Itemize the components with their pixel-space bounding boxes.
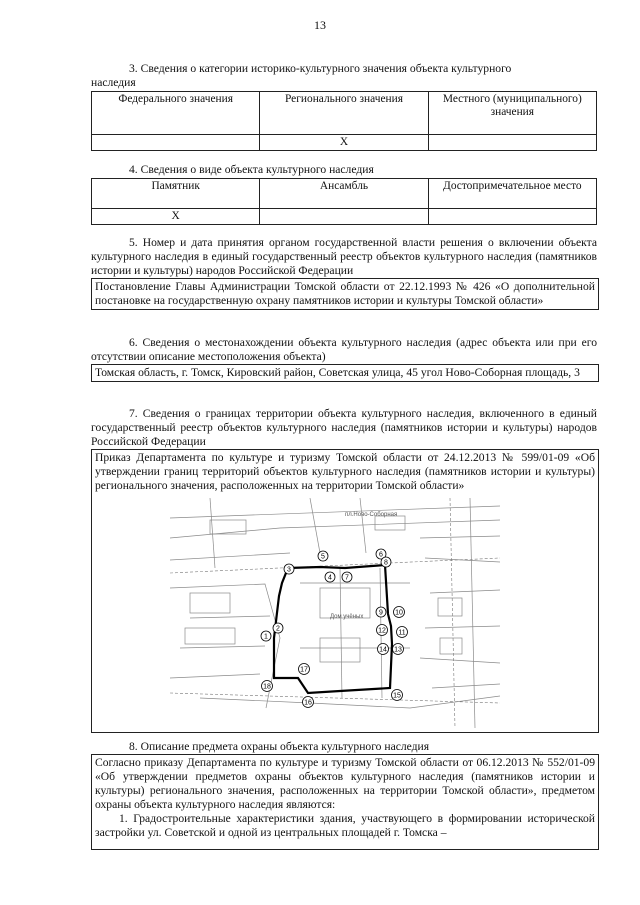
map-background-lines: [170, 498, 500, 728]
svg-text:1: 1: [264, 633, 268, 641]
sec3-heading: [91, 62, 597, 76]
svg-text:13: 13: [394, 646, 402, 654]
point-9: [376, 607, 386, 617]
point-11: [397, 627, 408, 638]
point-12: [377, 625, 388, 636]
boundary-map-svg: [170, 498, 500, 728]
svg-text:17: 17: [300, 666, 308, 674]
svg-text:12: 12: [378, 627, 386, 635]
point-16: [303, 697, 314, 708]
sec8-protection-box: [91, 754, 599, 850]
sec8-item-1: 1. Градостроительные характеристики здания, участвующего в формировании исторической застройки ул. Советской и одной из центральных площадей г. Томска –: [95, 812, 595, 839]
point-14: [378, 644, 389, 655]
sec4-heading: 4. Сведения о виде объекта культурного наследия: [129, 163, 374, 176]
point-2: [273, 623, 283, 633]
point-15: [392, 690, 403, 701]
sec4-type-table: [91, 178, 597, 225]
sec4-col-ensemble: Ансамбль: [260, 179, 428, 209]
svg-text:2: 2: [276, 625, 280, 633]
sec3-mark-federal: [92, 135, 260, 151]
svg-text:6: 6: [379, 551, 383, 559]
sec5-heading: 5. Номер и дата принятия органом государственной власти решения о включении объекта культурного наследия в единый государственный реестр объектов культурного наследия (памятников истории и культуры) народов Российской Федерации: [91, 236, 597, 277]
svg-text:15: 15: [393, 692, 401, 700]
sec3-col-regional: Регионального значения: [260, 92, 428, 135]
sec5-decision-box: Постановление Главы Администрации Томской области от 22.12.1993 № 426 «О дополнительной постановке на государственную охрану памятников истории и культуры Томской области»: [91, 278, 599, 310]
sec3-heading-cont: наследия: [91, 76, 136, 89]
sec4-col-monument: Памятник: [92, 179, 260, 209]
svg-text:7: 7: [345, 574, 349, 582]
svg-text:8: 8: [384, 559, 388, 567]
point-17: [299, 664, 310, 675]
svg-text:11: 11: [398, 629, 406, 637]
sec4-col-landmark: Достопримечательное место: [428, 179, 596, 209]
page-number: 13: [314, 18, 326, 32]
svg-text:10: 10: [395, 609, 403, 617]
sec3-mark-regional: Х: [260, 135, 428, 151]
sec7-boundary-order: Приказ Департамента по культуре и туризму Томской области от 24.12.2013 № 599/01-09 «Об утверждении границ территорий объектов культурного наследия (памятников истории и культуры) регионального значения, расположенных на территории Томской области»: [95, 451, 595, 492]
point-5: [318, 551, 328, 561]
svg-text:4: 4: [328, 574, 332, 582]
sec8-intro: Согласно приказу Департамента по культуре и туризму Томской области от 06.12.2013 № 552/01-09 «Об утверждении предметов охраны объектов культурного наследия (памятников истории и культуры) регионального значения, расположенных на территории Томской области», предметом охраны объекта культурного наследия являются:: [95, 756, 595, 811]
sec4-mark-ensemble: [260, 209, 428, 225]
svg-text:9: 9: [379, 609, 383, 617]
svg-text:18: 18: [263, 683, 271, 691]
territory-boundary: [274, 565, 392, 693]
point-3: [284, 564, 294, 574]
point-13: [393, 644, 404, 655]
svg-text:5: 5: [321, 553, 325, 561]
svg-text:16: 16: [304, 699, 312, 707]
sec3-col-federal: Федерального значения: [92, 92, 260, 135]
sec3-col-local: Местного (муниципального) значения: [428, 92, 596, 135]
boundary-map: [170, 498, 500, 728]
point-1: [261, 631, 271, 641]
sec3-mark-local: [428, 135, 596, 151]
map-center-label: Дом учёных: [330, 614, 364, 620]
sec8-heading: 8. Описание предмета охраны объекта культурного наследия: [129, 740, 430, 753]
sec4-mark-landmark: [428, 209, 596, 225]
sec6-address-box: Томская область, г. Томск, Кировский район, Советская улица, 45 угол Ново-Соборная площадь, 3: [91, 364, 599, 382]
svg-text:14: 14: [379, 646, 387, 654]
point-8: [381, 557, 391, 567]
point-10: [394, 607, 405, 618]
svg-text:3: 3: [287, 566, 291, 574]
sec3-heading-line1: 3. Сведения о категории историко-культурного значения объекта культурного: [129, 62, 512, 75]
sec4-mark-monument: Х: [92, 209, 260, 225]
point-7: [342, 572, 352, 582]
sec6-heading: 6. Сведения о местонахождении объекта культурного наследия (адрес объекта или при его отсутствии описание местоположения объекта): [91, 336, 597, 363]
point-4: [325, 572, 335, 582]
map-street-label: пл.Ново-Соборная: [345, 512, 398, 518]
sec7-heading: 7. Сведения о границах территории объекта культурного наследия, включенного в единый государственный реестр объектов культурного наследия (памятников истории и культуры) народов Российской Федерации: [91, 407, 597, 448]
point-18: [262, 681, 273, 692]
sec3-category-table: [91, 91, 597, 151]
